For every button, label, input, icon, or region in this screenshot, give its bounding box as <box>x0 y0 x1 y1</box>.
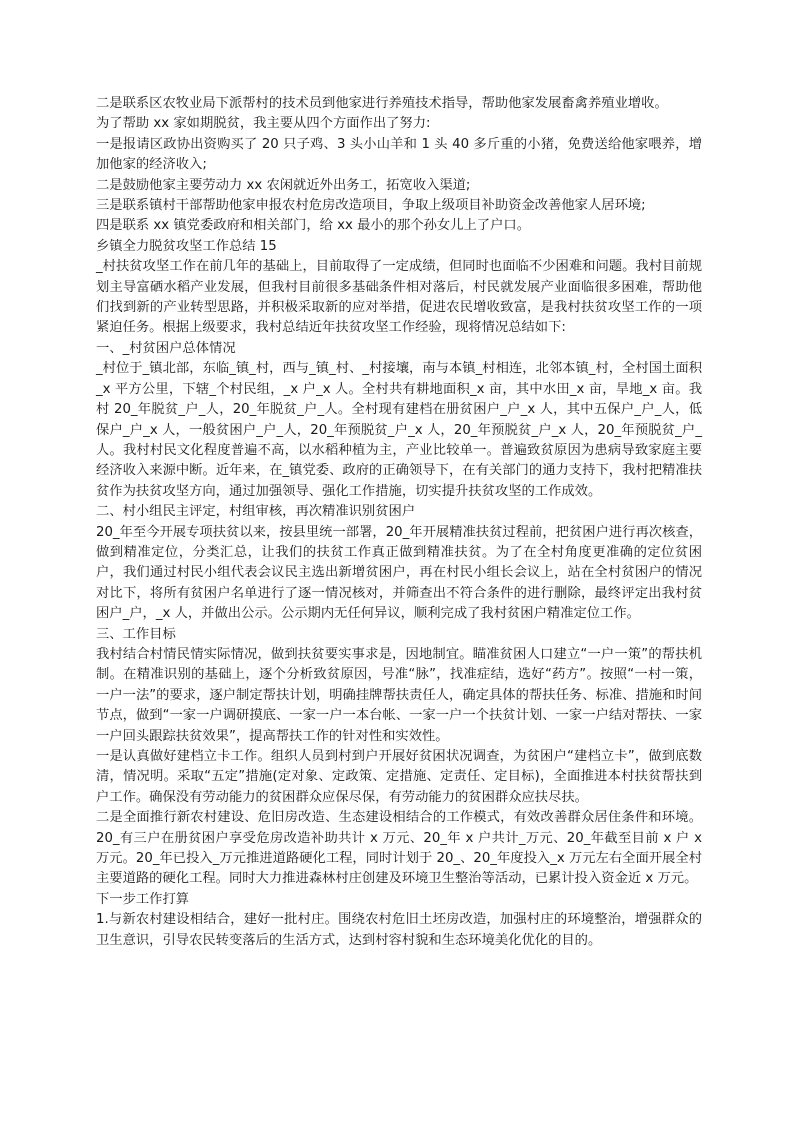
paragraph-new-countryside: 二是全面推行新农村建设、危旧房改造、生态建设相结合的工作模式，有效改善群众居住条件和环境。20_有三户在册贫困户享受危房改造补助共计 x 万元、20_年 x 户共计_万元、20_年截至目前 x 户 x 万元。20_年已投入_万元推进道路硬化工程，同时计划于 20_、20_年度投入_x 万元左右全面开展全村主要道路的硬化工程。同时大力推进森林村庄创建及环境卫生整治等活动，已累计投入资金近 x 万元。 <box>96 810 702 887</box>
heading-work-goals: 三、工作目标 <box>96 626 176 642</box>
paragraph-intro: _村扶贫攻坚工作在前几年的基础上，目前取得了一定成绩，但同时也面临不少困难和问题。我村目前规划主导富硒水稻产业发展，但我村目前很多基础条件相对落后，村民就发展产业面临很多困难，帮助他们找到新的产业转型思路，并积极采取新的应对举措，促进农民增收致富，是我村扶贫攻坚工作的一项紧迫任务。根据上级要求，我村总结近年扶贫攻坚工作经验，现将情况总结如下: <box>96 259 702 336</box>
heading-next-steps: 下一步工作打算 <box>96 891 190 907</box>
heading-poor-households-overview: 一、_村贫困户总体情况 <box>96 340 236 356</box>
paragraph-effort-two: 二是鼓励他家主要劳动力 xx 农闲就近外出务工，拓宽收入渠道; <box>96 177 471 193</box>
paragraph-technical-guidance: 二是联系区农牧业局下派帮村的技术员到他家进行养殖技术指导，帮助他家发展畜禽养殖业增收。 <box>96 96 668 111</box>
paragraph-precise-identification: 20_年至今开展专项扶贫以来，按县里统一部署，20_年开展精准扶贫过程前，把贫困户进行再次核查，做到精准定位，分类汇总，让我们的扶贫工作真正做到精准扶贫。为了在全村角度更准确的定位贫困户，我们通过村民小组代表会议民主选出新增贫困户，再在村民小组长会议上，站在全村贫困户的情况对比下，将所有贫困户名单进行了逐一情况核对，并筛查出不符合条件的进行删除，最终评定出我村贫困户_户，_x 人，并做出公示。公示期内无任何异议，顺利完成了我村贫困户精准定位工作。 <box>96 524 702 622</box>
document-page <box>96 94 702 951</box>
paragraph-village-overview: _村位于_镇北部，东临_镇_村，西与_镇_村、_村接壤，南与本镇_村相连，北邻本镇_村，全村国土面积_x 平方公里，下辖_个村民组，_x 户_x 人。全村共有耕地面积_x 亩，其中水田_x 亩，旱地_x 亩。我村 20_年脱贫_户_人，20_年脱贫_户_人。全村现有建档在册贫困户_户_x 人，其中五保户_户_人，低保户_户_x 人，一般贫困户_户_人，20_年预脱贫_户_x 人，20_年预脱贫_户_x 人，20_年预脱贫_户_人。我村村民文化程度普遍不高，以水稻种植为主，产业比较单一。普遍致贫原因为患病导致家庭主要经济收入来源中断。近年来，在_镇党委、政府的正确领导下，在有关部门的通力支持下，我村把精准扶贫作为扶贫攻坚方向，通过加强领导、强化工作措施，切实提升扶贫攻坚的工作成效。 <box>96 361 702 499</box>
paragraph-effort-three: 三是联系镇村干部帮助他家申报农村危房改造项目，争取上级项目补助资金改善他家人居环境; <box>96 198 646 214</box>
paragraph-filing-work: 一是认真做好建档立卡工作。组织人员到村到户开展好贫困状况调查，为贫困户“建档立卡”，做到底数清，情况明。采取“五定”措施(定对象、定政策、定措施、定责任、定目标)，全面推进本村扶贫帮扶到户工作。确保没有劳动能力的贫困群众应保尽保，有劳动能力的贫困群众应扶尽扶。 <box>96 749 702 805</box>
paragraph-effort-four: 四是联系 xx 镇党委政府和相关部门，给 xx 最小的那个孙女儿上了户口。 <box>96 218 530 234</box>
section-title: 乡镇全力脱贫攻坚工作总结 15 <box>96 238 277 254</box>
paragraph-work-goals: 我村结合村情民情实际情况，做到扶贫要实事求是，因地制宜。瞄准贫困人口建立“一户一策”的帮扶机制。在精准识别的基础上，逐个分析致贫原因，号准“脉”，找准症结，选好“药方”。按照“一村一策，一户一法”的要求，逐户制定帮扶计划，明确挂牌帮扶责任人，确定具体的帮扶任务、标准、措施和时间节点，做到“一家一户调研摸底、一家一户一本台帐、一家一户一个扶贫计划、一家一户结对帮扶、一家一户回头跟踪扶贫效果”，提高帮扶工作的针对性和实效性。 <box>96 646 702 744</box>
paragraph-effort-one: 一是报请区政协出资购买了 20 只子鸡、3 头小山羊和 1 头 40 多斤重的小猪，免费送给他家喂养，增加他家的经济收入; <box>96 136 702 173</box>
paragraph-four-efforts-intro: 为了帮助 xx 家如期脱贫，我主要从四个方面作出了努力: <box>96 116 431 132</box>
paragraph-next-step-one: 1.与新农村建设相结合，建好一批村庄。围绕农村危旧土坯房改造，加强村庄的环境整治，增强群众的卫生意识，引导农民转变落后的生活方式，达到村容村貌和生态环境美化优化的目的。 <box>96 912 702 948</box>
heading-democratic-evaluation: 二、村小组民主评定，村组审核，再次精准识别贫困户 <box>96 504 416 520</box>
